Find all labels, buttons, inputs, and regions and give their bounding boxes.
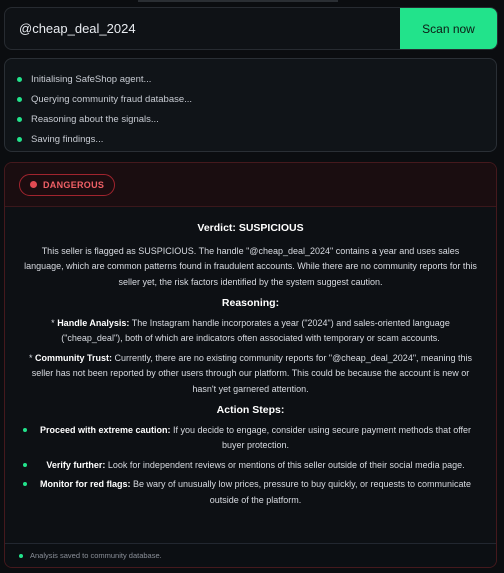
result-header — [5, 163, 496, 207]
scan-now-button[interactable]: Scan now — [400, 8, 497, 49]
reasoning-item-title: Handle Analysis: — [57, 317, 130, 328]
alert-dot-icon — [30, 181, 37, 188]
danger-badge — [19, 174, 115, 196]
action-step-title: Proceed with extreme caution: — [39, 424, 171, 435]
log-item-text: Initialising SafeShop agent... — [31, 73, 152, 85]
bullet-icon — [23, 463, 27, 467]
log-item-text: Querying community fraud database... — [31, 93, 193, 105]
reasoning-item-text: The Instagram handle incorporates a year ("2024") and sales-oriented language ("cheap_deal"), both of which are indicators often associated with temporary or scam accounts. — [61, 317, 450, 343]
reasoning-item: * Handle Analysis: The Instagram handle incorporates a year ("2024") and sales-oriented language ("cheap_deal"), both of which are indicators often associated with temporary or scam accounts. — [51, 317, 450, 343]
action-step-text: Be wary of unusually low prices, pressure to buy quickly, or requests to communicate outside of the platform. — [133, 479, 471, 505]
log-item-text: Saving findings... — [31, 133, 104, 145]
saved-dot-icon — [19, 554, 23, 558]
reasoning-item: * Community Trust: Currently, there are no existing community reports for "@cheap_deal_2024", meaning this seller has not been reported by other users through our platform. This could be because the account is new or hasn't yet garnered attention. — [28, 352, 473, 394]
top-divider — [138, 0, 338, 2]
action-step-text: Look for independent reviews or mentions of this seller outside of their social media page. — [107, 459, 465, 470]
reasoning-heading: Reasoning: — [221, 297, 280, 309]
search-bar — [4, 7, 498, 50]
action-step-title: Monitor for red flags: — [40, 479, 131, 489]
bullet-icon — [23, 482, 27, 486]
action-step — [23, 477, 478, 508]
action-steps-heading: Action Steps: — [216, 404, 285, 416]
status-log — [4, 58, 497, 152]
action-step — [23, 458, 478, 474]
danger-badge-label: DANGEROUS — [43, 179, 105, 190]
bullet-icon — [23, 428, 27, 432]
log-item-text: Reasoning about the signals... — [31, 113, 159, 125]
status-dot-icon — [17, 97, 22, 102]
verdict-summary: This seller is flagged as SUSPICIOUS. The handle "@cheap_deal_2024" contains a year and uses sales language, which are common patterns found in fraudulent accounts. While there are no community reports for this seller yet, the risk factors identified by the system suggest caution. — [24, 245, 477, 287]
action-step-title: Verify further: — [46, 459, 106, 470]
result-footer — [5, 543, 496, 567]
footer-text: Analysis saved to community database. — [30, 551, 162, 560]
result-card — [4, 162, 497, 568]
verdict-heading: Verdict: SUSPICIOUS — [197, 222, 304, 234]
reasoning-item-text: Currently, there are no existing community reports for "@cheap_deal_2024", meaning this seller has not been reported by other users through our platform. This could be because the account is new or hasn't yet garnered attention. — [31, 352, 473, 394]
action-step — [23, 423, 478, 454]
status-dot-icon — [17, 77, 22, 82]
log-item — [17, 69, 484, 89]
reasoning-item-title: Community Trust: — [34, 352, 112, 363]
seller-handle-input[interactable] — [5, 8, 401, 49]
status-dot-icon — [17, 137, 22, 142]
log-item — [17, 129, 484, 149]
result-body — [5, 207, 496, 508]
action-step-text: If you decide to engage, consider using secure payment methods that offer buyer protection. — [173, 424, 472, 450]
log-item — [17, 89, 484, 109]
status-dot-icon — [17, 117, 22, 122]
log-item — [17, 109, 484, 129]
